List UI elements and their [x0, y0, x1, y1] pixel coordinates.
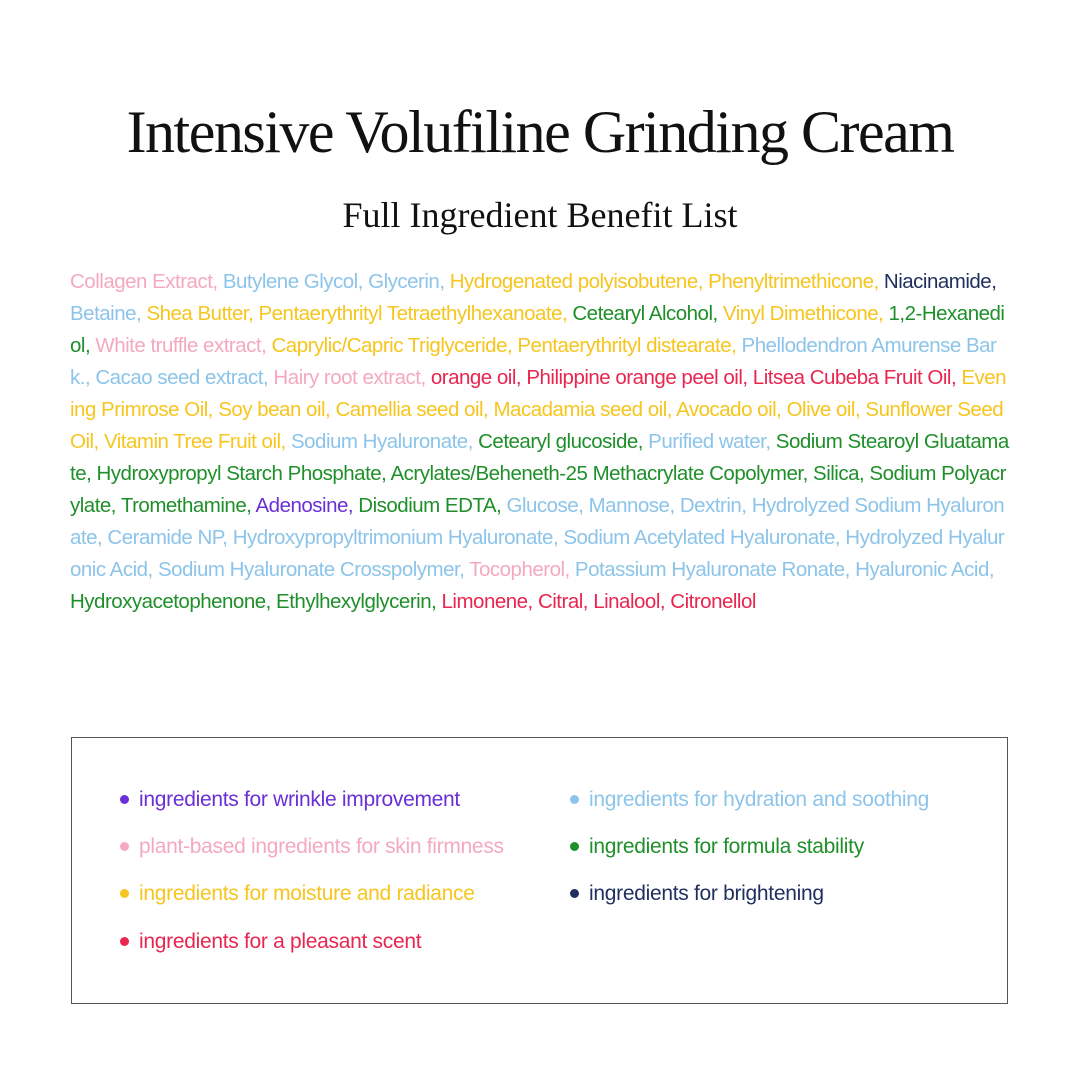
legend-label: ingredients for brightening: [589, 882, 824, 905]
ingredient-item: orange oil,: [430, 366, 522, 389]
ingredient-item: Citronellol: [670, 590, 756, 613]
ingredient-list: [70, 266, 1010, 618]
legend-item-wrinkle: [120, 786, 460, 814]
ingredient-item: Camellia seed oil,: [335, 398, 489, 421]
ingredient-item: White truffle extract,: [95, 334, 267, 357]
ingredient-item: Cetearyl Alcohol,: [572, 302, 718, 325]
ingredient-item: Ethylhexylglycerin,: [276, 590, 437, 613]
ingredient-item: 1,2-Hexanediol,: [70, 302, 1005, 357]
ingredient-item: Potassium Hyaluronate Ronate,: [574, 558, 850, 581]
ingredient-item: Hydroxypropyl Starch Phosphate,: [96, 462, 387, 485]
ingredient-item: Sodium Acetylated Hyaluronate,: [563, 526, 841, 549]
ingredient-item: Limonene,: [441, 590, 533, 613]
ingredient-item: Sodium Stearoyl Gluatamate,: [70, 430, 1009, 485]
ingredient-item: Sodium Polyacrylate,: [70, 462, 1006, 517]
ingredient-item: Glycerin,: [368, 270, 445, 293]
ingredient-item: Purified water,: [648, 430, 771, 453]
ingredient-item: Tocopherol,: [469, 558, 570, 581]
legend-item-brightening: [570, 880, 824, 908]
ingredient-item: Adenosine,: [255, 494, 354, 517]
ingredient-item: Hydroxyacetophenone,: [70, 590, 271, 613]
ingredient-item: Pentaerythrityl distearate,: [517, 334, 737, 357]
ingredient-item: Evening Primrose Oil,: [70, 366, 1007, 421]
ingredient-item: Hydrolyzed Hyaluronic Acid,: [70, 526, 1005, 581]
dot-icon: [120, 889, 129, 898]
legend-label: plant-based ingredients for skin firmness: [139, 835, 504, 858]
ingredient-item: Silica,: [813, 462, 865, 485]
ingredient-item: Butylene Glycol,: [222, 270, 363, 293]
ingredient-item: Hyaluronic Acid,: [855, 558, 995, 581]
ingredient-item: Caprylic/Capric Triglyceride,: [271, 334, 513, 357]
page-title: Intensive Volufiline Grinding Cream: [126, 99, 954, 165]
ingredient-item: Macadamia seed oil,: [493, 398, 672, 421]
ingredient-item: Phenyltrimethicone,: [708, 270, 879, 293]
ingredient-item: Citral,: [537, 590, 588, 613]
dot-icon: [570, 842, 579, 851]
ingredient-item: Vitamin Tree Fruit oil,: [103, 430, 286, 453]
ingredient-item: Phellodendron Amurense Bark.,: [70, 334, 997, 389]
ingredient-item: Hydroxypropyltrimonium Hyaluronate,: [232, 526, 559, 549]
ingredient-item: Olive oil,: [786, 398, 861, 421]
ingredient-item: Glucose,: [506, 494, 584, 517]
ingredient-item: Sodium Hyaluronate,: [290, 430, 473, 453]
ingredient-item: Sunflower Seed Oil,: [70, 398, 1004, 453]
legend-label: ingredients for hydration and soothing: [589, 788, 930, 811]
ingredient-item: Cacao seed extract,: [95, 366, 269, 389]
ingredient-item: Vinyl Dimethicone,: [722, 302, 884, 325]
ingredient-item: Hairy root extract,: [273, 366, 426, 389]
legend-item-hydration: [570, 786, 929, 814]
legend-label: ingredients for moisture and radiance: [139, 882, 475, 905]
ingredient-item: Betaine,: [70, 302, 142, 325]
legend-item-moisture: [120, 880, 475, 908]
legend-item-stability: [570, 833, 864, 861]
ingredient-item: Collagen Extract,: [70, 270, 218, 293]
dot-icon: [120, 937, 129, 946]
page-subtitle: Full Ingredient Benefit List: [342, 195, 738, 235]
ingredient-item: Niacinamide,: [883, 270, 997, 293]
ingredient-item: Cetearyl glucoside,: [478, 430, 643, 453]
legend-item-scent: [120, 928, 421, 956]
legend-label: ingredients for formula stability: [589, 835, 864, 858]
ingredient-item: Pentaerythrityl Tetraethylhexanoate,: [258, 302, 568, 325]
ingredient-item: Ceramide NP,: [107, 526, 228, 549]
ingredient-item: Sodium Hyaluronate Crosspolymer,: [157, 558, 465, 581]
legend-box: [71, 737, 1008, 1004]
ingredient-item: Tromethamine,: [120, 494, 252, 517]
ingredient-item: Litsea Cubeba Fruit Oil,: [752, 366, 957, 389]
dot-icon: [570, 795, 579, 804]
ingredient-item: Shea Butter,: [146, 302, 254, 325]
ingredient-item: Philippine orange peel oil,: [526, 366, 748, 389]
ingredient-item: Disodium EDTA,: [358, 494, 502, 517]
dot-icon: [120, 842, 129, 851]
ingredient-item: Hydrolyzed Sodium Hyaluronate,: [70, 494, 1005, 549]
ingredient-item: Linalool,: [593, 590, 666, 613]
dot-icon: [120, 795, 129, 804]
legend-label: ingredients for a pleasant scent: [139, 930, 422, 953]
legend-item-firmness: [120, 833, 504, 861]
legend-label: ingredients for wrinkle improvement: [139, 788, 460, 811]
ingredient-item: Acrylates/Beheneth-25 Methacrylate Copolymer,: [390, 462, 808, 485]
ingredient-item: Hydrogenated polyisobutene,: [449, 270, 703, 293]
dot-icon: [570, 889, 579, 898]
ingredient-item: Dextrin,: [679, 494, 747, 517]
ingredient-item: Avocado oil,: [676, 398, 782, 421]
ingredient-item: Soy bean oil,: [218, 398, 331, 421]
ingredient-item: Mannose,: [588, 494, 675, 517]
